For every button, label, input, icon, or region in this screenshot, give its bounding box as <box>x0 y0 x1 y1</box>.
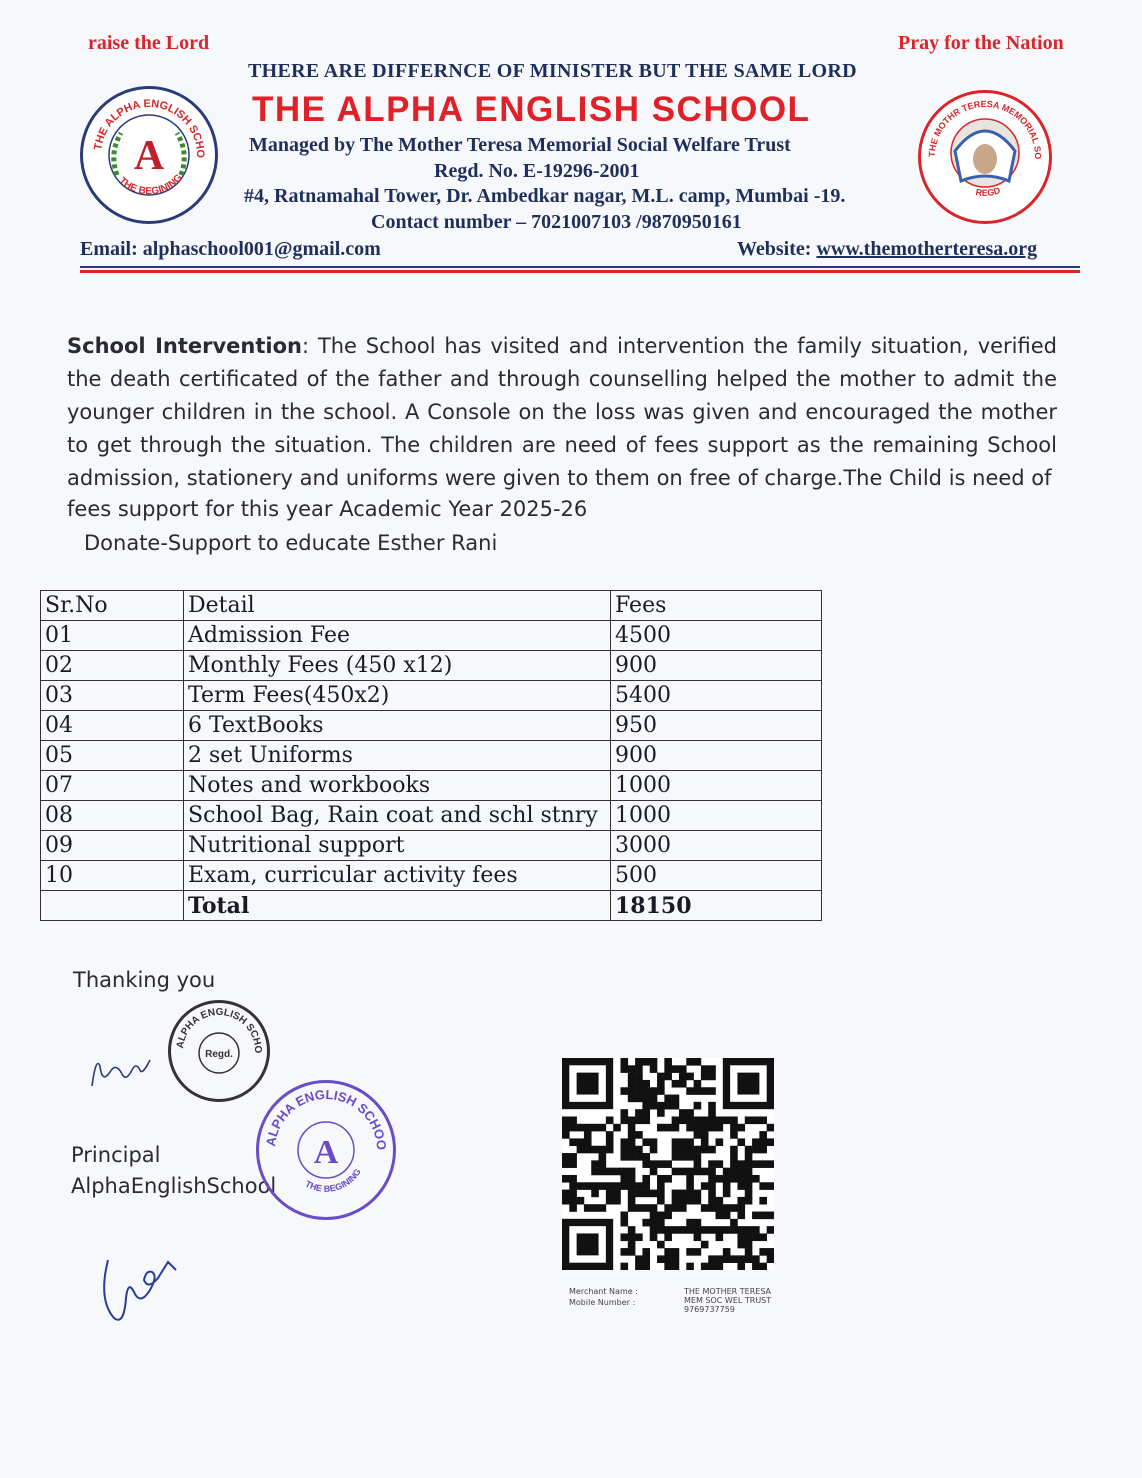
payment-qr-code <box>562 1058 774 1270</box>
principal-signature <box>96 1244 206 1324</box>
table-row <box>41 861 822 891</box>
thanking-you-text: Thanking you <box>73 968 216 992</box>
managed-by-text: Managed by The Mother Teresa Memorial Social Welfare Trust <box>249 134 791 156</box>
row-srno: 05 <box>41 741 184 771</box>
stamp-black-center-text: Regd. <box>205 1049 233 1060</box>
svg-text:A: A <box>313 1134 339 1171</box>
row-srno: 03 <box>41 681 184 711</box>
praise-the-lord-text: raise the Lord <box>88 32 210 54</box>
row-detail: Monthly Fees (450 x12) <box>184 651 611 681</box>
row-detail: Admission Fee <box>184 621 611 651</box>
donate-line: Donate-Support to educate Esther Rani <box>84 531 498 555</box>
row-srno: 01 <box>41 621 184 651</box>
website-label: Website: <box>737 238 817 260</box>
row-srno: 07 <box>41 771 184 801</box>
row-fee: 1000 <box>611 771 822 801</box>
intervention-label: School Intervention <box>67 334 302 358</box>
merchant-name-line1: THE MOTHER TERESA <box>684 1287 772 1296</box>
stamp-black-arc-text: ALPHA ENGLISH SCHO <box>174 1006 264 1054</box>
motto-text: THERE ARE DIFFERNCE OF MINISTER BUT THE SAME LORD <box>248 60 857 82</box>
website-line <box>737 238 1037 261</box>
header-srno: Sr.No <box>41 591 184 621</box>
logo-left-bottom-text: THE BEGINING <box>116 172 185 198</box>
total-value: 18150 <box>611 891 822 921</box>
logo-left-arc-text: THE ALPHA ENGLISH SCHO <box>92 97 207 159</box>
header-rule-blue <box>80 266 1080 268</box>
header-rule-red <box>80 270 1080 273</box>
total-empty-cell <box>41 891 184 921</box>
row-detail: School Bag, Rain coat and schl stnry <box>184 801 611 831</box>
intervention-paragraph <box>67 330 1057 495</box>
svg-text:ALPHA ENGLISH SCHOOL <box>171 1003 263 1054</box>
row-srno: 09 <box>41 831 184 861</box>
row-fee: 3000 <box>611 831 822 861</box>
fees-table <box>40 590 822 921</box>
principal-block <box>71 1140 276 1202</box>
trust-logo <box>918 90 1052 224</box>
table-row <box>41 801 822 831</box>
row-srno: 10 <box>41 861 184 891</box>
merchant-name-line2: MEM SOC WEL TRUST <box>684 1296 772 1305</box>
table-row <box>41 771 822 801</box>
school-stamp-purple <box>256 1080 396 1220</box>
website-link[interactable]: www.themotherteresa.org <box>816 238 1038 260</box>
trust-logo-graphic <box>921 93 1049 221</box>
merchant-mobile-number: 9769737759 <box>684 1305 735 1314</box>
stamp-purple-arc-text: ALPHA ENGLISH SCHOO <box>263 1086 390 1151</box>
row-fee: 500 <box>611 861 822 891</box>
email-address: Email: alphaschool001@gmail.com <box>80 238 381 260</box>
row-srno: 02 <box>41 651 184 681</box>
row-detail: Term Fees(450x2) <box>184 681 611 711</box>
school-logo <box>80 86 218 224</box>
table-row <box>41 711 822 741</box>
row-fee: 900 <box>611 741 822 771</box>
merchant-name-label: Merchant Name : <box>569 1287 638 1296</box>
header-detail: Detail <box>184 591 611 621</box>
total-label: Total <box>184 891 611 921</box>
row-fee: 1000 <box>611 801 822 831</box>
row-detail: 2 set Uniforms <box>184 741 611 771</box>
row-srno: 04 <box>41 711 184 741</box>
school-stamp-black <box>168 1000 270 1102</box>
merchant-values <box>684 1287 771 1314</box>
principal-title: Principal <box>71 1143 161 1167</box>
qr-code-graphic <box>562 1058 774 1270</box>
principal-school: AlphaEnglishSchool <box>71 1174 277 1198</box>
table-row <box>41 681 822 711</box>
intervention-text: : The School has visited and intervention the family situation, verified the death certificated of the father and through counselling helped the mother to admit the younger children in the school. A Console on the loss was given and encouraged the mother to get through the situation. The children are need of fees support as the remaining School admission, stationery and uniforms were given to them on free of charge.The Child is need of <box>67 334 1057 490</box>
table-total-row <box>41 891 822 921</box>
school-name-title: THE ALPHA ENGLISH SCHOOL <box>252 90 811 129</box>
school-logo-graphic <box>83 89 215 221</box>
svg-text:A: A <box>133 133 165 179</box>
school-stamp-purple-graphic <box>259 1083 393 1217</box>
row-detail: Nutritional support <box>184 831 611 861</box>
row-fee: 900 <box>611 651 822 681</box>
school-address: #4, Ratnamahal Tower, Dr. Ambedkar nagar, M.L. camp, Mumbai -19. <box>244 185 846 207</box>
row-detail: Notes and workbooks <box>184 771 611 801</box>
stamp-purple-bottom-text: THE BEGINING <box>303 1166 363 1194</box>
row-fee: 5400 <box>611 681 822 711</box>
table-header-row <box>41 591 822 621</box>
row-detail: 6 TextBooks <box>184 711 611 741</box>
header-fees: Fees <box>611 591 822 621</box>
table-row <box>41 741 822 771</box>
pray-for-nation-text: Pray for the Nation <box>898 32 1064 54</box>
merchant-labels <box>569 1286 638 1308</box>
row-fee: 4500 <box>611 621 822 651</box>
mobile-number-label: Mobile Number : <box>569 1298 636 1307</box>
table-row <box>41 651 822 681</box>
row-srno: 08 <box>41 801 184 831</box>
school-stamp-black-graphic <box>171 1003 267 1099</box>
logo-right-bottom-text: REGD <box>974 185 1002 198</box>
row-detail: Exam, curricular activity fees <box>184 861 611 891</box>
logo-right-arc-text: THE MOTHR TERESA MEMORIAL SO <box>926 98 1044 160</box>
initials-signature <box>86 1046 166 1096</box>
row-fee: 950 <box>611 711 822 741</box>
table-row <box>41 621 822 651</box>
table-row <box>41 831 822 861</box>
fees-support-line: fees support for this year Academic Year 2025-26 <box>67 497 588 521</box>
registration-number: Regd. No. E-19296-2001 <box>434 160 640 182</box>
contact-numbers: Contact number – 7021007103 /9870950161 <box>371 211 742 233</box>
